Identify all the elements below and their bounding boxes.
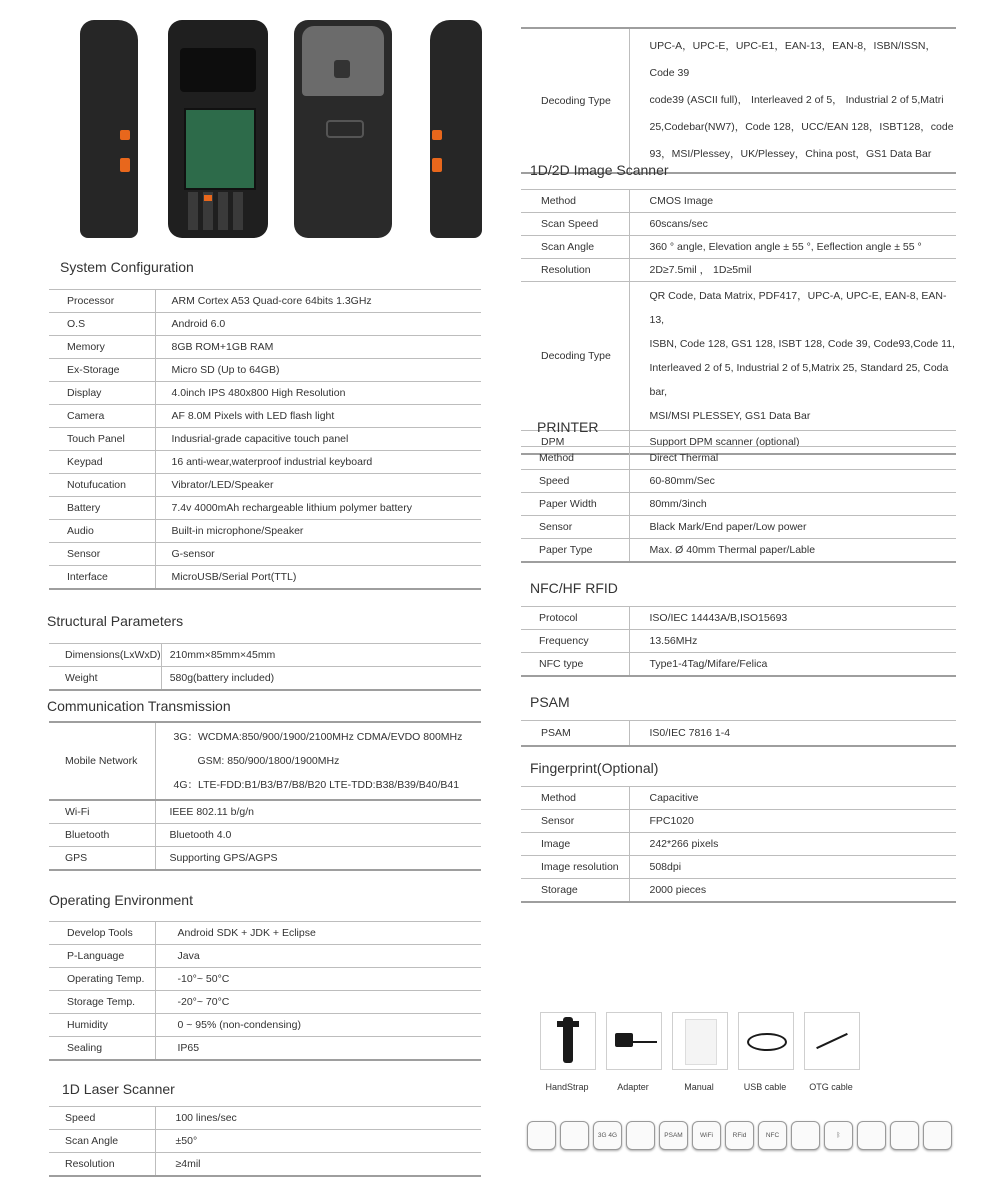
qr-code-icon <box>923 1121 952 1150</box>
table-row <box>49 644 481 667</box>
structural-parameters-title: Structural Parameters <box>47 613 184 629</box>
accessory-manual <box>672 1012 729 1092</box>
operating-environment-table <box>49 921 481 1061</box>
spec-label: Method <box>521 787 629 810</box>
spec-value: 4.0inch IPS 480x800 High Resolution <box>155 382 481 405</box>
table-row <box>49 405 481 428</box>
decoding-type-line: QR Code, Data Matrix, PDF417，UPC-A, UPC-E, EAN-8, EAN-13, <box>649 290 947 326</box>
table-row <box>49 520 481 543</box>
spec-value: 360 ° angle, Elevation angle ± 55 °, Eeflection angle ± 55 ° <box>629 236 956 259</box>
table-row <box>521 721 956 747</box>
spec-label: Sensor <box>521 516 629 539</box>
spec-value: Java <box>155 945 481 968</box>
table-row <box>521 630 956 653</box>
spec-label: Display <box>49 382 155 405</box>
table-row <box>521 493 956 516</box>
table-row <box>521 470 956 493</box>
psam-table <box>521 720 956 747</box>
spec-value: ARM Cortex A53 Quad-core 64bits 1.3GHz <box>155 290 481 313</box>
mobile-network-line: GSM: 850/900/1800/1900MHz <box>197 755 340 767</box>
table-row <box>49 1107 481 1130</box>
spec-label: Touch Panel <box>49 428 155 451</box>
table-row <box>49 566 481 590</box>
image-scanner-table <box>521 189 956 455</box>
table-row <box>521 259 956 282</box>
table-row <box>49 451 481 474</box>
laser-scanner-title: 1D Laser Scanner <box>62 1081 175 1097</box>
device-side-right-image <box>430 20 482 238</box>
decoding-type-line: UPC-A，UPC-E，UPC-E1，EAN-13，EAN-8，ISBN/ISSN，Code 39 <box>649 40 936 79</box>
table-row <box>521 787 956 810</box>
table-row <box>521 236 956 259</box>
spec-value: 100 lines/sec <box>155 1107 481 1130</box>
mobile-network-value <box>155 722 481 800</box>
spec-label: Interface <box>49 566 155 590</box>
table-row <box>49 922 481 945</box>
spec-label: Wi-Fi <box>49 800 155 824</box>
spec-value: ≥4mil <box>155 1153 481 1177</box>
barcode-icon <box>890 1121 919 1150</box>
camera-icon <box>791 1121 820 1150</box>
accessory-usb-cable <box>738 1012 795 1092</box>
spec-value: Type1-4Tag/Mifare/Felica <box>629 653 956 677</box>
handstrap-image <box>540 1012 596 1070</box>
spec-label: Paper Width <box>521 493 629 516</box>
spec-label: Operating Temp. <box>49 968 155 991</box>
spec-label: Method <box>521 447 629 470</box>
spec-label: GPS <box>49 847 155 871</box>
gps-icon <box>857 1121 886 1150</box>
table-row <box>49 847 481 871</box>
spec-value: Black Mark/End paper/Low power <box>629 516 956 539</box>
spec-value: -10°~ 50°C <box>155 968 481 991</box>
table-row <box>521 833 956 856</box>
spec-label: Storage Temp. <box>49 991 155 1014</box>
spec-value: Supporting GPS/AGPS <box>155 847 481 871</box>
table-row <box>521 28 956 173</box>
spec-value: -20°~ 70°C <box>155 991 481 1014</box>
table-row <box>49 290 481 313</box>
spec-label: Image resolution <box>521 856 629 879</box>
spec-value: IP65 <box>155 1037 481 1061</box>
accessory-handstrap <box>540 1012 597 1092</box>
table-row <box>49 824 481 847</box>
spec-label: Frequency <box>521 630 629 653</box>
accessory-label: OTG cable <box>809 1082 853 1092</box>
table-row <box>521 213 956 236</box>
spec-label: Humidity <box>49 1014 155 1037</box>
spec-label: Resolution <box>49 1153 155 1177</box>
spec-label: Audio <box>49 520 155 543</box>
accessory-adapter <box>606 1012 663 1092</box>
table-row <box>521 879 956 903</box>
decoding-type-line: MSI/MSI PLESSEY, GS1 Data Bar <box>649 410 811 422</box>
table-row <box>49 1037 481 1061</box>
spec-label: Camera <box>49 405 155 428</box>
decoding-type-label: Decoding Type <box>521 282 629 431</box>
table-row <box>521 516 956 539</box>
table-row <box>49 474 481 497</box>
spec-label: Memory <box>49 336 155 359</box>
table-row <box>49 1014 481 1037</box>
spec-value: Vibrator/LED/Speaker <box>155 474 481 497</box>
spec-value: Android SDK + JDK + Eclipse <box>155 922 481 945</box>
table-row <box>49 428 481 451</box>
mobile-network-label: Mobile Network <box>49 722 155 800</box>
structural-parameters-table <box>49 643 481 691</box>
table-row <box>49 543 481 566</box>
spec-label: PSAM <box>521 721 629 747</box>
spec-value: IS0/IEC 7816 1-4 <box>629 721 956 747</box>
table-row <box>521 539 956 563</box>
decoding-type-table <box>521 27 956 174</box>
adapter-image <box>606 1012 662 1070</box>
table-row <box>521 856 956 879</box>
spec-value: 8GB ROM+1GB RAM <box>155 336 481 359</box>
accessory-label: Adapter <box>617 1082 649 1092</box>
table-row <box>49 382 481 405</box>
spec-label: Scan Angle <box>521 236 629 259</box>
spec-value: Micro SD (Up to 64GB) <box>155 359 481 382</box>
spec-value: Built-in microphone/Speaker <box>155 520 481 543</box>
accessory-label: HandStrap <box>545 1082 589 1092</box>
decoding-type-value <box>629 282 956 431</box>
table-row <box>49 991 481 1014</box>
spec-value: FPC1020 <box>629 810 956 833</box>
spec-value: Max. Ø 40mm Thermal paper/Lable <box>629 539 956 563</box>
spec-value: G-sensor <box>155 543 481 566</box>
spec-value: 7.4v 4000mAh rechargeable lithium polymer battery <box>155 497 481 520</box>
spec-value: 80mm/3inch <box>629 493 956 516</box>
printer-icon <box>527 1121 556 1150</box>
spec-value: 0 ~ 95% (non-condensing) <box>155 1014 481 1037</box>
table-row <box>49 722 481 800</box>
accessory-label: Manual <box>684 1082 714 1092</box>
table-row <box>521 810 956 833</box>
otg-cable-image <box>804 1012 860 1070</box>
table-row <box>49 313 481 336</box>
system-configuration-title: System Configuration <box>60 259 194 275</box>
spec-label: Sensor <box>521 810 629 833</box>
spec-label: Protocol <box>521 607 629 630</box>
laser-scanner-table <box>49 1106 481 1177</box>
spec-value: Bluetooth 4.0 <box>155 824 481 847</box>
spec-label: Speed <box>521 470 629 493</box>
spec-value: 13.56MHz <box>629 630 956 653</box>
3g-4g-icon: 3G 4G <box>593 1121 622 1150</box>
spec-label: Develop Tools <box>49 922 155 945</box>
spec-value: CMOS Image <box>629 190 956 213</box>
spec-value: 580g(battery included) <box>161 667 481 691</box>
spec-label: P-Language <box>49 945 155 968</box>
decoding-type-line: Interleaved 2 of 5, Industrial 2 of 5,Matrix 25, Standard 25, Coda bar, <box>649 362 949 398</box>
decoding-type-line: 25,Codebar(NW7)，Code 128，UCC/EAN 128，ISBT128，code <box>649 121 954 133</box>
table-row <box>49 800 481 824</box>
spec-value: Support DPM scanner (optional) <box>629 431 956 455</box>
spec-value: 2000 pieces <box>629 879 956 903</box>
device-back-image <box>294 20 392 238</box>
image-scanner-title: 1D/2D Image Scanner <box>530 162 669 178</box>
spec-label: Scan Speed <box>521 213 629 236</box>
device-side-left-image <box>80 20 138 238</box>
table-row <box>49 667 481 691</box>
table-row <box>49 1153 481 1177</box>
mobile-network-line: 3G：WCDMA:850/900/1900/2100MHz CDMA/EVDO 800MHz <box>173 731 463 743</box>
spec-value: AF 8.0M Pixels with LED flash light <box>155 405 481 428</box>
device-front-image <box>168 20 268 238</box>
table-row <box>49 497 481 520</box>
table-row <box>49 359 481 382</box>
spec-label: Sensor <box>49 543 155 566</box>
spec-value: IEEE 802.11 b/g/n <box>155 800 481 824</box>
spec-label: Method <box>521 190 629 213</box>
mobile-network-line: 4G：LTE-FDD:B1/B3/B7/B8/B20 LTE-TDD:B38/B39/B40/B41 <box>173 779 460 791</box>
product-images <box>80 18 485 243</box>
spec-value: Indusrial-grade capacitive touch panel <box>155 428 481 451</box>
table-row <box>49 968 481 991</box>
spec-label: Storage <box>521 879 629 903</box>
table-row <box>521 447 956 470</box>
psam-title: PSAM <box>530 694 570 710</box>
spec-value: ISO/IEC 14443A/B,ISO15693 <box>629 607 956 630</box>
spec-value: 2D≥7.5mil ， 1D≥5mil <box>629 259 956 282</box>
id-card-icon <box>626 1121 655 1150</box>
spec-label: Scan Angle <box>49 1130 155 1153</box>
spec-label: DPM <box>521 431 629 455</box>
spec-label: Weight <box>49 667 161 691</box>
decoding-type-value <box>629 28 956 173</box>
psam-icon: PSAM <box>659 1121 688 1150</box>
table-row <box>49 945 481 968</box>
communication-transmission-table <box>49 721 481 871</box>
accessory-label: USB cable <box>743 1082 787 1092</box>
spec-value: Direct Thermal <box>629 447 956 470</box>
table-row <box>521 282 956 431</box>
decoding-type-line: ISBN, Code 128, GS1 128, ISBT 128, Code 39, Code93,Code 11, <box>649 338 955 350</box>
spec-label: Processor <box>49 290 155 313</box>
spec-label: Keypad <box>49 451 155 474</box>
spec-label: Ex-Storage <box>49 359 155 382</box>
nfc-title: NFC/HF RFID <box>530 580 618 596</box>
android-icon <box>560 1121 589 1150</box>
nfc-icon: NFC <box>758 1121 787 1150</box>
spec-label: Sealing <box>49 1037 155 1061</box>
communication-transmission-title: Communication Transmission <box>47 698 231 714</box>
spec-label: Bluetooth <box>49 824 155 847</box>
table-row <box>521 190 956 213</box>
spec-value: 60scans/sec <box>629 213 956 236</box>
spec-value: Android 6.0 <box>155 313 481 336</box>
spec-value: Capacitive <box>629 787 956 810</box>
fingerprint-title: Fingerprint(Optional) <box>530 760 659 776</box>
fingerprint-table <box>521 786 956 903</box>
table-row <box>521 653 956 677</box>
spec-value: 16 anti-wear,waterproof industrial keyboard <box>155 451 481 474</box>
printer-title: PRINTER <box>537 419 599 435</box>
printer-table <box>521 446 956 563</box>
decoding-type-line: 93，MSI/Plessey，UK/Plessey，China post，GS1 Data Bar <box>649 148 932 160</box>
system-configuration-table <box>49 289 481 590</box>
spec-label: Notufucation <box>49 474 155 497</box>
nfc-table <box>521 606 956 677</box>
manual-image <box>672 1012 728 1070</box>
operating-environment-title: Operating Environment <box>49 892 193 908</box>
accessory-otg-cable <box>804 1012 861 1092</box>
bluetooth-icon: ᛒ <box>824 1121 853 1150</box>
spec-value: 508dpi <box>629 856 956 879</box>
rfid-icon: RFid <box>725 1121 754 1150</box>
table-row <box>49 336 481 359</box>
spec-value: ±50° <box>155 1130 481 1153</box>
spec-value: 210mm×85mm×45mm <box>161 644 481 667</box>
wifi-icon: WiFi <box>692 1121 721 1150</box>
table-row <box>521 607 956 630</box>
spec-label: Image <box>521 833 629 856</box>
spec-value: 242*266 pixels <box>629 833 956 856</box>
decoding-type-line: code39 (ASCII full)， Interleaved 2 of 5， Industrial 2 of 5,Matri <box>649 94 944 106</box>
spec-label: Dimensions(LxWxD) <box>49 644 161 667</box>
table-row <box>49 1130 481 1153</box>
spec-value: 60-80mm/Sec <box>629 470 956 493</box>
spec-value: MicroUSB/Serial Port(TTL) <box>155 566 481 590</box>
spec-label: Speed <box>49 1107 155 1130</box>
decoding-type-label: Decoding Type <box>521 28 629 173</box>
spec-label: O.S <box>49 313 155 336</box>
spec-label: Paper Type <box>521 539 629 563</box>
spec-label: NFC type <box>521 653 629 677</box>
usb-cable-image <box>738 1012 794 1070</box>
spec-label: Battery <box>49 497 155 520</box>
spec-label: Resolution <box>521 259 629 282</box>
